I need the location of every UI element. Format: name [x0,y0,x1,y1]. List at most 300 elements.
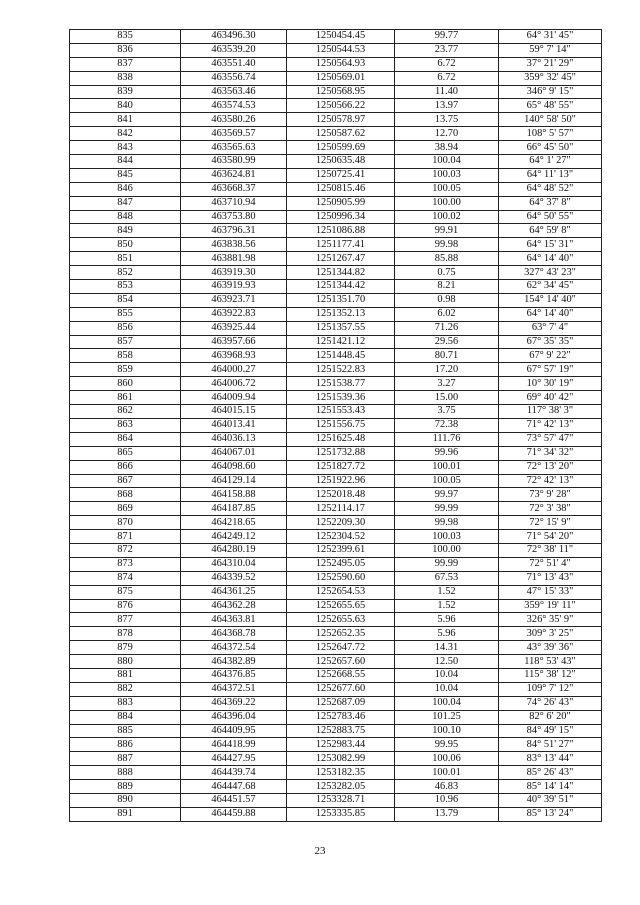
x-coordinate-cell: 464451.57 [181,793,287,807]
point-number-cell: 874 [70,571,181,585]
y-coordinate-cell: 1250587.62 [287,127,395,141]
x-coordinate-cell: 464187.85 [181,502,287,516]
bearing-cell: 85° 26' 43" [499,766,602,780]
x-coordinate-cell: 464218.65 [181,516,287,530]
distance-cell: 12.70 [395,127,499,141]
point-number-cell: 884 [70,710,181,724]
table-row [70,682,602,696]
distance-cell: 13.79 [395,807,499,821]
y-coordinate-cell: 1251448.45 [287,349,395,363]
x-coordinate-cell: 463796.31 [181,224,287,238]
table-row [70,349,602,363]
y-coordinate-cell: 1251732.88 [287,446,395,460]
table-row [70,391,602,405]
point-number-cell: 854 [70,293,181,307]
point-number-cell: 856 [70,321,181,335]
coordinates-table [69,29,602,822]
bearing-cell: 326° 35' 9" [499,613,602,627]
point-number-cell: 850 [70,238,181,252]
y-coordinate-cell: 1251421.12 [287,335,395,349]
distance-cell: 38.94 [395,141,499,155]
distance-cell: 3.75 [395,405,499,419]
table-row [70,752,602,766]
table-row [70,793,602,807]
point-number-cell: 853 [70,280,181,294]
x-coordinate-cell: 463881.98 [181,252,287,266]
x-coordinate-cell: 464372.51 [181,682,287,696]
table-row [70,807,602,821]
y-coordinate-cell: 1252983.44 [287,738,395,752]
point-number-cell: 847 [70,196,181,210]
distance-cell: 29.56 [395,335,499,349]
y-coordinate-cell: 1253182.35 [287,766,395,780]
bearing-cell: 140° 58' 50" [499,113,602,127]
distance-cell: 99.77 [395,30,499,44]
y-coordinate-cell: 1253282.05 [287,780,395,794]
y-coordinate-cell: 1251827.72 [287,460,395,474]
y-coordinate-cell: 1251352.13 [287,307,395,321]
x-coordinate-cell: 464339.52 [181,571,287,585]
x-coordinate-cell: 463551.40 [181,57,287,71]
distance-cell: 72.38 [395,418,499,432]
bearing-cell: 73° 57' 47" [499,432,602,446]
bearing-cell: 327° 43' 23" [499,266,602,280]
distance-cell: 10.04 [395,668,499,682]
distance-cell: 100.05 [395,182,499,196]
point-number-cell: 881 [70,668,181,682]
bearing-cell: 66° 45' 50" [499,141,602,155]
x-coordinate-cell: 464098.60 [181,460,287,474]
distance-cell: 99.91 [395,224,499,238]
x-coordinate-cell: 464158.88 [181,488,287,502]
point-number-cell: 887 [70,752,181,766]
x-coordinate-cell: 463539.20 [181,43,287,57]
bearing-cell: 309° 3' 25" [499,627,602,641]
bearing-cell: 72° 3' 38" [499,502,602,516]
y-coordinate-cell: 1251351.70 [287,293,395,307]
bearing-cell: 85° 13' 24" [499,807,602,821]
x-coordinate-cell: 463923.71 [181,293,287,307]
bearing-cell: 71° 54' 20" [499,530,602,544]
bearing-cell: 67° 35' 35" [499,335,602,349]
table-row [70,432,602,446]
table-row [70,293,602,307]
y-coordinate-cell: 1252783.46 [287,710,395,724]
x-coordinate-cell: 464015.15 [181,405,287,419]
bearing-cell: 47° 15' 33" [499,585,602,599]
table-row [70,668,602,682]
y-coordinate-cell: 1252652.35 [287,627,395,641]
point-number-cell: 857 [70,335,181,349]
distance-cell: 99.99 [395,557,499,571]
table-row [70,196,602,210]
distance-cell: 100.02 [395,210,499,224]
y-coordinate-cell: 1251553.43 [287,405,395,419]
x-coordinate-cell: 463919.30 [181,266,287,280]
distance-cell: 100.00 [395,543,499,557]
bearing-cell: 85° 14' 14" [499,780,602,794]
table-row [70,502,602,516]
distance-cell: 99.98 [395,238,499,252]
x-coordinate-cell: 464362.28 [181,599,287,613]
y-coordinate-cell: 1250815.46 [287,182,395,196]
point-number-cell: 879 [70,641,181,655]
x-coordinate-cell: 464036.13 [181,432,287,446]
bearing-cell: 71° 42' 13" [499,418,602,432]
table-row [70,307,602,321]
bearing-cell: 346° 9' 15" [499,85,602,99]
x-coordinate-cell: 464372.54 [181,641,287,655]
bearing-cell: 64° 11' 13" [499,168,602,182]
x-coordinate-cell: 463563.46 [181,85,287,99]
x-coordinate-cell: 464013.41 [181,418,287,432]
distance-cell: 99.99 [395,502,499,516]
table-row [70,696,602,710]
x-coordinate-cell: 464067.01 [181,446,287,460]
point-number-cell: 888 [70,766,181,780]
bearing-cell: 65° 48' 55" [499,99,602,113]
x-coordinate-cell: 463753.80 [181,210,287,224]
bearing-cell: 40° 39' 51" [499,793,602,807]
table-row [70,363,602,377]
bearing-cell: 359° 32' 45" [499,71,602,85]
x-coordinate-cell: 464368.78 [181,627,287,641]
point-number-cell: 843 [70,141,181,155]
point-number-cell: 842 [70,127,181,141]
table-row [70,43,602,57]
table-row [70,543,602,557]
table-row [70,141,602,155]
distance-cell: 80.71 [395,349,499,363]
point-number-cell: 844 [70,155,181,169]
distance-cell: 6.72 [395,57,499,71]
bearing-cell: 115° 38' 12" [499,668,602,682]
point-number-cell: 883 [70,696,181,710]
distance-cell: 67.53 [395,571,499,585]
y-coordinate-cell: 1251556.75 [287,418,395,432]
x-coordinate-cell: 464310.04 [181,557,287,571]
distance-cell: 99.97 [395,488,499,502]
bearing-cell: 64° 14' 40" [499,307,602,321]
distance-cell: 100.04 [395,155,499,169]
table-row [70,557,602,571]
x-coordinate-cell: 463925.44 [181,321,287,335]
bearing-cell: 118° 53' 43" [499,655,602,669]
y-coordinate-cell: 1252399.61 [287,543,395,557]
y-coordinate-cell: 1252655.65 [287,599,395,613]
point-number-cell: 864 [70,432,181,446]
bearing-cell: 67° 57' 19" [499,363,602,377]
bearing-cell: 72° 38' 11" [499,543,602,557]
point-number-cell: 840 [70,99,181,113]
table-row [70,335,602,349]
table-row [70,99,602,113]
y-coordinate-cell: 1252654.53 [287,585,395,599]
y-coordinate-cell: 1253328.71 [287,793,395,807]
point-number-cell: 865 [70,446,181,460]
y-coordinate-cell: 1252657.60 [287,655,395,669]
table-row [70,571,602,585]
y-coordinate-cell: 1250635.48 [287,155,395,169]
y-coordinate-cell: 1252209.30 [287,516,395,530]
bearing-cell: 108° 5' 57" [499,127,602,141]
distance-cell: 11.40 [395,85,499,99]
x-coordinate-cell: 463968.93 [181,349,287,363]
y-coordinate-cell: 1252114.17 [287,502,395,516]
table-row [70,280,602,294]
distance-cell: 85.88 [395,252,499,266]
table-row [70,724,602,738]
distance-cell: 111.76 [395,432,499,446]
table-row [70,321,602,335]
bearing-cell: 73° 9' 28" [499,488,602,502]
distance-cell: 99.96 [395,446,499,460]
point-number-cell: 846 [70,182,181,196]
distance-cell: 17.20 [395,363,499,377]
bearing-cell: 64° 37' 8" [499,196,602,210]
point-number-cell: 889 [70,780,181,794]
point-number-cell: 855 [70,307,181,321]
x-coordinate-cell: 463957.66 [181,335,287,349]
bearing-cell: 72° 15' 9" [499,516,602,530]
y-coordinate-cell: 1250725.41 [287,168,395,182]
distance-cell: 23.77 [395,43,499,57]
table-row [70,446,602,460]
point-number-cell: 867 [70,474,181,488]
distance-cell: 71.26 [395,321,499,335]
x-coordinate-cell: 463838.56 [181,238,287,252]
bearing-cell: 72° 42' 13" [499,474,602,488]
table-row [70,113,602,127]
point-number-cell: 886 [70,738,181,752]
point-number-cell: 835 [70,30,181,44]
bearing-cell: 67° 9' 22" [499,349,602,363]
point-number-cell: 877 [70,613,181,627]
bearing-cell: 72° 13' 20" [499,460,602,474]
y-coordinate-cell: 1251625.48 [287,432,395,446]
table-row [70,210,602,224]
bearing-cell: 71° 13' 43" [499,571,602,585]
distance-cell: 0.98 [395,293,499,307]
point-number-cell: 876 [70,599,181,613]
x-coordinate-cell: 463496.30 [181,30,287,44]
point-number-cell: 851 [70,252,181,266]
bearing-cell: 62° 34' 45" [499,280,602,294]
x-coordinate-cell: 464006.72 [181,377,287,391]
x-coordinate-cell: 463919.93 [181,280,287,294]
table-row [70,474,602,488]
point-number-cell: 861 [70,391,181,405]
distance-cell: 1.52 [395,585,499,599]
x-coordinate-cell: 463569.57 [181,127,287,141]
distance-cell: 13.97 [395,99,499,113]
distance-cell: 13.75 [395,113,499,127]
y-coordinate-cell: 1252495.05 [287,557,395,571]
y-coordinate-cell: 1250905.99 [287,196,395,210]
y-coordinate-cell: 1251539.36 [287,391,395,405]
x-coordinate-cell: 464376.85 [181,668,287,682]
distance-cell: 100.04 [395,696,499,710]
y-coordinate-cell: 1252018.48 [287,488,395,502]
bearing-cell: 154° 14' 40" [499,293,602,307]
x-coordinate-cell: 464459.88 [181,807,287,821]
point-number-cell: 872 [70,543,181,557]
x-coordinate-cell: 464418.99 [181,738,287,752]
page-number: 23 [314,845,326,857]
point-number-cell: 866 [70,460,181,474]
table-row [70,182,602,196]
y-coordinate-cell: 1251177.41 [287,238,395,252]
y-coordinate-cell: 1250578.97 [287,113,395,127]
distance-cell: 101.25 [395,710,499,724]
y-coordinate-cell: 1253335.85 [287,807,395,821]
y-coordinate-cell: 1253082.99 [287,752,395,766]
table-row [70,57,602,71]
y-coordinate-cell: 1251344.82 [287,266,395,280]
distance-cell: 100.00 [395,196,499,210]
point-number-cell: 880 [70,655,181,669]
point-number-cell: 871 [70,530,181,544]
table-row [70,127,602,141]
point-number-cell: 870 [70,516,181,530]
y-coordinate-cell: 1252883.75 [287,724,395,738]
x-coordinate-cell: 463624.81 [181,168,287,182]
point-number-cell: 891 [70,807,181,821]
distance-cell: 100.05 [395,474,499,488]
x-coordinate-cell: 464000.27 [181,363,287,377]
y-coordinate-cell: 1251922.96 [287,474,395,488]
distance-cell: 100.03 [395,168,499,182]
distance-cell: 100.03 [395,530,499,544]
y-coordinate-cell: 1250996.34 [287,210,395,224]
x-coordinate-cell: 463580.26 [181,113,287,127]
point-number-cell: 859 [70,363,181,377]
distance-cell: 8.21 [395,280,499,294]
table-row [70,766,602,780]
bearing-cell: 117° 38' 3" [499,405,602,419]
y-coordinate-cell: 1252668.55 [287,668,395,682]
table-row [70,71,602,85]
x-coordinate-cell: 463668.37 [181,182,287,196]
bearing-cell: 64° 50' 55" [499,210,602,224]
distance-cell: 10.96 [395,793,499,807]
x-coordinate-cell: 464363.81 [181,613,287,627]
bearing-cell: 10° 30' 19" [499,377,602,391]
point-number-cell: 841 [70,113,181,127]
y-coordinate-cell: 1250566.22 [287,99,395,113]
distance-cell: 100.06 [395,752,499,766]
x-coordinate-cell: 464249.12 [181,530,287,544]
bearing-cell: 71° 34' 32" [499,446,602,460]
point-number-cell: 890 [70,793,181,807]
point-number-cell: 882 [70,682,181,696]
table-row [70,710,602,724]
distance-cell: 3.27 [395,377,499,391]
table-row [70,530,602,544]
x-coordinate-cell: 463922.83 [181,307,287,321]
x-coordinate-cell: 463574.53 [181,99,287,113]
x-coordinate-cell: 464382.89 [181,655,287,669]
table-row [70,641,602,655]
distance-cell: 5.96 [395,627,499,641]
table-row [70,599,602,613]
y-coordinate-cell: 1251522.83 [287,363,395,377]
distance-cell: 100.01 [395,460,499,474]
point-number-cell: 837 [70,57,181,71]
x-coordinate-cell: 464280.19 [181,543,287,557]
x-coordinate-cell: 463710.94 [181,196,287,210]
x-coordinate-cell: 464427.95 [181,752,287,766]
table-row [70,238,602,252]
distance-cell: 6.02 [395,307,499,321]
table-row [70,405,602,419]
bearing-cell: 64° 48' 52" [499,182,602,196]
bearing-cell: 84° 49' 15" [499,724,602,738]
bearing-cell: 74° 26' 43" [499,696,602,710]
point-number-cell: 852 [70,266,181,280]
bearing-cell: 64° 15' 31" [499,238,602,252]
bearing-cell: 64° 59' 8" [499,224,602,238]
bearing-cell: 59° 7' 14" [499,43,602,57]
y-coordinate-cell: 1251086.88 [287,224,395,238]
y-coordinate-cell: 1251267.47 [287,252,395,266]
bearing-cell: 359° 19' 11" [499,599,602,613]
y-coordinate-cell: 1250564.93 [287,57,395,71]
table-row [70,780,602,794]
y-coordinate-cell: 1250568.95 [287,85,395,99]
table-row [70,85,602,99]
y-coordinate-cell: 1250569.01 [287,71,395,85]
point-number-cell: 875 [70,585,181,599]
point-number-cell: 860 [70,377,181,391]
distance-cell: 14.31 [395,641,499,655]
point-number-cell: 863 [70,418,181,432]
bearing-cell: 43° 39' 36" [499,641,602,655]
table-row [70,168,602,182]
y-coordinate-cell: 1252687.09 [287,696,395,710]
y-coordinate-cell: 1251344.42 [287,280,395,294]
distance-cell: 1.52 [395,599,499,613]
x-coordinate-cell: 463565.63 [181,141,287,155]
table-row [70,488,602,502]
table-row [70,30,602,44]
bearing-cell: 82° 6' 20" [499,710,602,724]
x-coordinate-cell: 464369.22 [181,696,287,710]
x-coordinate-cell: 464361.25 [181,585,287,599]
table-row [70,738,602,752]
point-number-cell: 838 [70,71,181,85]
y-coordinate-cell: 1251357.55 [287,321,395,335]
distance-cell: 12.50 [395,655,499,669]
table-row [70,627,602,641]
bearing-cell: 37° 21' 29" [499,57,602,71]
y-coordinate-cell: 1252655.63 [287,613,395,627]
distance-cell: 46.83 [395,780,499,794]
table-row [70,377,602,391]
x-coordinate-cell: 464447.68 [181,780,287,794]
point-number-cell: 869 [70,502,181,516]
bearing-cell: 63° 7' 4" [499,321,602,335]
point-number-cell: 885 [70,724,181,738]
y-coordinate-cell: 1252677.60 [287,682,395,696]
x-coordinate-cell: 464129.14 [181,474,287,488]
table-row [70,613,602,627]
y-coordinate-cell: 1250454.45 [287,30,395,44]
distance-cell: 99.95 [395,738,499,752]
bearing-cell: 64° 14' 40" [499,252,602,266]
point-number-cell: 845 [70,168,181,182]
table-row [70,266,602,280]
